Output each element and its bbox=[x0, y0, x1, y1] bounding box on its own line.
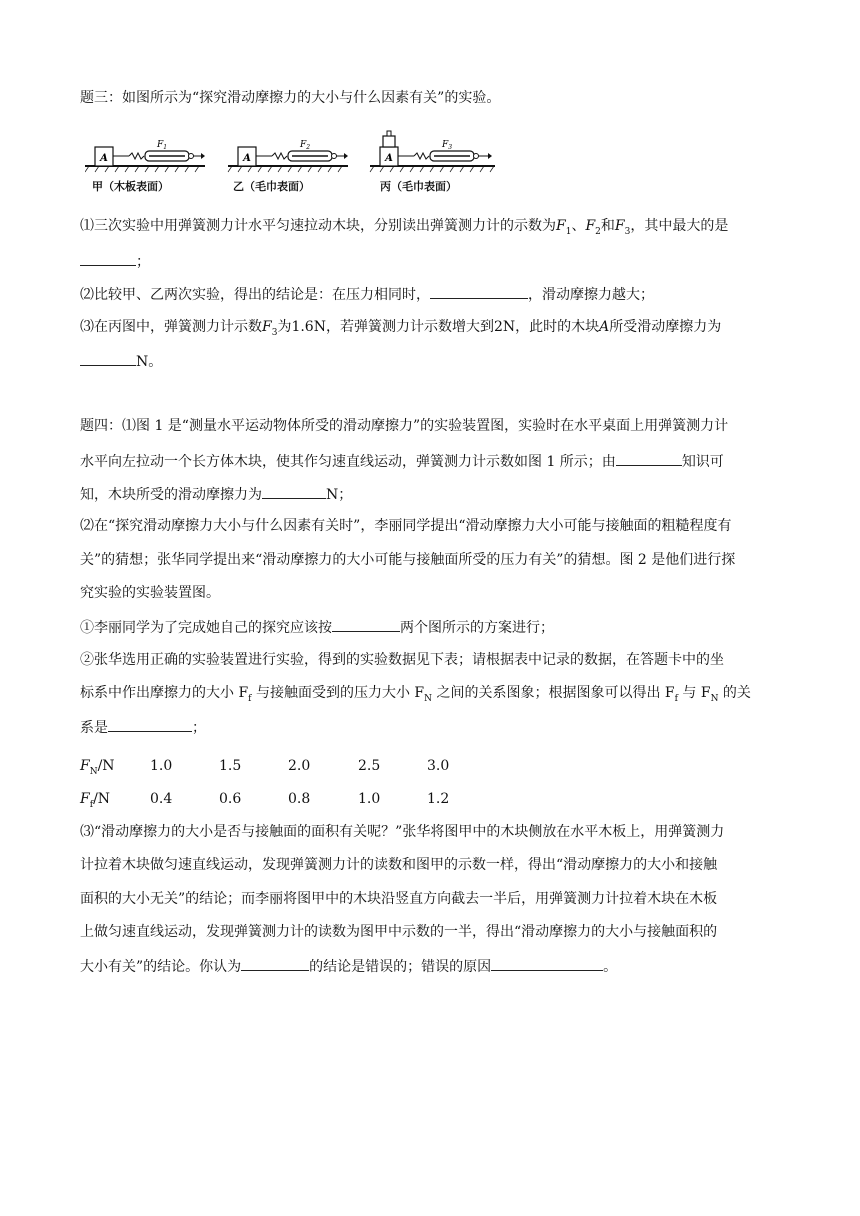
q3-part1-answer-line bbox=[80, 250, 150, 272]
table-cell: 2.0 bbox=[288, 758, 311, 774]
table-cell: 0.4 bbox=[150, 791, 173, 807]
q3-part3-answer-line bbox=[80, 350, 162, 372]
f-symbol: F bbox=[556, 218, 566, 234]
q3-part1 bbox=[80, 216, 728, 242]
q3-part3-text: 所受滑动摩擦力为 bbox=[609, 319, 722, 335]
answer-blank[interactable] bbox=[241, 955, 309, 971]
answer-blank[interactable] bbox=[616, 450, 682, 466]
force-label-f3: $F_3$ bbox=[442, 140, 453, 151]
f-subscript: 1 bbox=[565, 226, 572, 237]
q3-part2-text: ，滑动摩擦力越大； bbox=[528, 287, 654, 303]
block-label: A bbox=[100, 153, 108, 164]
q4-line-11: ⑶“滑动摩擦力的大小是否与接触面的面积有关呢？”张华将图甲中的木块侧放在水平木板上，用弹簧测力 bbox=[80, 824, 725, 840]
a-symbol: A bbox=[599, 319, 610, 335]
q3-part3-text: ⑶在丙图中，弹簧测力计示数 bbox=[80, 319, 262, 335]
q4-text: ①李丽同学为了完成她自己的探究应该按 bbox=[80, 620, 332, 636]
table-cell: 1.2 bbox=[427, 791, 450, 807]
answer-blank[interactable] bbox=[491, 955, 603, 971]
f-symbol: F bbox=[585, 218, 596, 234]
q4-line-1: 题四：⑴图 1 是“测量水平运动物体所受的滑动摩擦力”的实验装置图，实验时在水平桌面上用弹簧测力计 bbox=[80, 418, 729, 434]
table-cell: 3.0 bbox=[427, 758, 450, 774]
q4-line-15 bbox=[80, 955, 617, 977]
answer-blank[interactable] bbox=[332, 616, 400, 632]
f-symbol: F bbox=[614, 218, 625, 234]
q4-text: 知，木块所受的滑动摩擦力为 bbox=[80, 487, 262, 503]
q4-text: 的结论是错误的；错误的原因 bbox=[309, 959, 492, 975]
q3-part3 bbox=[80, 317, 721, 343]
q3-part1-text: 、 bbox=[571, 218, 586, 234]
q4-line-9 bbox=[80, 683, 751, 709]
q4-text: 标系中作出摩擦力的大小 F bbox=[80, 685, 249, 701]
q3-part3-text: 为1.6N，若弹簧测力计示数增大到2N，此时的木块 bbox=[277, 319, 600, 335]
q3-part1-text: 和 bbox=[600, 218, 615, 234]
q4-line-10 bbox=[80, 716, 206, 738]
q4-text: ； bbox=[192, 720, 206, 736]
row-label-unit: /N bbox=[93, 791, 111, 807]
q4-text: 。 bbox=[603, 959, 618, 975]
row-label-symbol: F bbox=[80, 791, 90, 807]
q4-text: 水平向左拉动一个长方体木块，使其作匀速直线运动，弹簧测力计示数如图 1 所示；由 bbox=[80, 454, 616, 470]
row-label-symbol: F bbox=[80, 758, 90, 774]
table-cell: 0.8 bbox=[288, 791, 311, 807]
table-cell: 1.0 bbox=[358, 791, 381, 807]
row-label bbox=[80, 756, 115, 782]
q4-line-8: ②张华选用正确的实验装置进行实验，得到的实验数据见下表；请根据表中记录的数据，在答题卡中的坐 bbox=[80, 652, 724, 668]
f-subscript: 2 bbox=[595, 226, 601, 237]
q4-text: 与接触面受到的压力大小 F bbox=[251, 685, 425, 701]
row-label-sub: f bbox=[89, 799, 94, 810]
setup-bing bbox=[370, 131, 495, 172]
q4-text: 知识可 bbox=[681, 454, 724, 470]
q4-line-2 bbox=[80, 450, 724, 472]
q3-part3-end: N。 bbox=[136, 354, 163, 370]
q3-part2 bbox=[80, 283, 654, 305]
answer-blank[interactable] bbox=[108, 716, 192, 732]
f-subscript: 3 bbox=[624, 226, 631, 237]
subscript: N bbox=[424, 693, 433, 704]
subscript: f bbox=[248, 693, 252, 704]
q3-part1-text: ⑴三次实验中用弹簧测力计水平匀速拉动木块，分别读出弹簧测力计的示数为 bbox=[80, 218, 556, 234]
q4-text: 系是 bbox=[80, 720, 108, 736]
q4-text: 的关 bbox=[718, 685, 751, 701]
table-cell: 1.0 bbox=[150, 758, 173, 774]
force-label-f2: $F_2$ bbox=[300, 140, 311, 151]
subscript: f bbox=[674, 693, 678, 704]
table-cell: 0.6 bbox=[219, 791, 242, 807]
caption-bing: 丙（毛巾表面） bbox=[380, 180, 457, 193]
row-label-unit: /N bbox=[97, 758, 115, 774]
table-cell: 1.5 bbox=[219, 758, 242, 774]
q4-line-3 bbox=[80, 483, 352, 505]
f-subscript: 3 bbox=[271, 327, 278, 338]
caption-yi: 乙（毛巾表面） bbox=[233, 180, 310, 193]
q4-line-6: 究实验的实验装置图。 bbox=[80, 585, 220, 601]
answer-blank[interactable] bbox=[430, 283, 528, 299]
q3-stem: 题三：如图所示为“探究滑动摩擦力的大小与什么因素有关”的实验。 bbox=[80, 90, 501, 106]
setup-yi bbox=[228, 140, 348, 172]
block-label: A bbox=[243, 153, 251, 164]
row-label bbox=[80, 789, 110, 815]
q4-line-4: ⑵在“探究滑动摩擦力大小与什么因素有关时”，李丽同学提出“滑动摩擦力大小可能与接触面的粗糙程度有 bbox=[80, 518, 732, 534]
q3-part1-end: ； bbox=[136, 254, 150, 270]
q4-text: N； bbox=[326, 487, 353, 503]
q4-text: 两个图所示的方案进行； bbox=[400, 620, 554, 636]
row-label-sub: N bbox=[89, 766, 98, 777]
q4-text: 大小有关”的结论。你认为 bbox=[80, 959, 242, 975]
q4-line-12: 计拉着木块做匀速直线运动，发现弹簧测力计的读数和图甲的示数一样，得出“滑动摩擦力的大小和接触 bbox=[80, 857, 718, 873]
answer-blank[interactable] bbox=[262, 483, 326, 499]
q4-text: 之间的关系图象；根据图象可以得出 F bbox=[432, 685, 675, 701]
q3-part1-text: ，其中最大的是 bbox=[630, 218, 729, 234]
setup-jia bbox=[85, 140, 205, 172]
table-cell: 2.5 bbox=[358, 758, 381, 774]
answer-blank[interactable] bbox=[80, 350, 136, 366]
answer-blank[interactable] bbox=[80, 250, 136, 266]
q4-line-14: 上做匀速直线运动，发现弹簧测力计的读数为图甲中示数的一半，得出“滑动摩擦力的大小与接触面积的 bbox=[80, 924, 718, 940]
q4-line-7 bbox=[80, 616, 554, 638]
caption-jia: 甲（木板表面） bbox=[92, 180, 169, 193]
q4-line-13: 面积的大小无关”的结论；而李丽将图甲中的木块沿竖直方向截去一半后，用弹簧测力计拉着木块在木板 bbox=[80, 891, 718, 907]
subscript: N bbox=[710, 693, 719, 704]
weight-icon bbox=[383, 136, 395, 147]
f-symbol: F bbox=[262, 319, 272, 335]
block-label: A bbox=[385, 153, 393, 164]
q3-part2-text: ⑵比较甲、乙两次实验，得出的结论是：在压力相同时， bbox=[80, 287, 430, 303]
q4-text: 与 F bbox=[677, 685, 711, 701]
force-label-f1: $F_1$ bbox=[157, 140, 168, 151]
q4-line-5: 关”的猜想；张华同学提出来“滑动摩擦力的大小可能与接触面所受的压力有关”的猜想。图 2 是他们进行探 bbox=[80, 552, 736, 568]
